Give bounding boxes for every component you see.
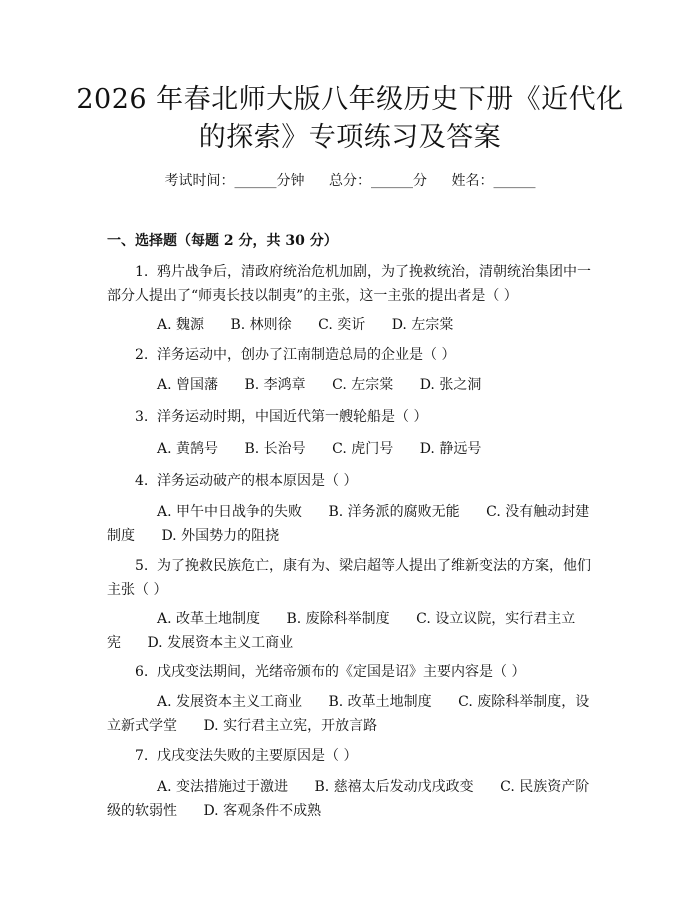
option: B. 改革土地制度: [328, 694, 432, 710]
question-text: 鸦片战争后，清政府统治危机加剧，为了挽救统治，清朝统治集团中一部分人提出了“师夷长技以制夷”的主张，这一主张的提出者是（ ）: [107, 264, 591, 304]
option: A. 曾国藩: [157, 377, 219, 393]
exam-time: 考试时间：______分钟: [164, 173, 305, 189]
question-5-options: [107, 607, 602, 655]
option: C. 没有触动封建制度: [107, 504, 590, 544]
question-1: [107, 260, 602, 308]
option: A. 魏源: [157, 317, 205, 333]
question-text: 为了挽救民族危亡，康有为、梁启超等人提出了维新变法的方案，他们主张（ ）: [107, 558, 591, 598]
option: C. 废除科举制度，设立新式学堂: [107, 694, 590, 734]
question-text: 戊戌变法期间，光绪帝颁布的《定国是诏》主要内容是（ ）: [157, 664, 526, 680]
option: B. 长治号: [244, 441, 306, 457]
question-number: 7.: [135, 748, 149, 764]
document-title-line-1: 2026 年春北师大版八年级历史下册《近代化: [76, 84, 624, 115]
option: B. 废除科举制度: [286, 611, 390, 627]
option: A. 黄鹄号: [157, 441, 219, 457]
question-6: [107, 660, 602, 684]
option: D. 客观条件不成熟: [203, 803, 322, 819]
question-text: 洋务运动中，创办了江南制造总局的企业是（ ）: [157, 347, 456, 363]
option: B. 林则徐: [230, 317, 292, 333]
option: D. 张之洞: [419, 377, 482, 393]
question-3: [107, 405, 602, 429]
exam-meta: [0, 170, 700, 190]
section-heading: 一、选择题（每题 2 分，共 30 分）: [107, 233, 338, 249]
option: C. 奕䜣: [318, 317, 366, 333]
option: C. 左宗棠: [332, 377, 394, 393]
option: D. 实行君主立宪，开放言路: [203, 718, 378, 734]
option: D. 外国势力的阻挠: [161, 528, 280, 544]
question-number: 1.: [135, 264, 149, 280]
option: C. 民族资产阶级的软弱性: [107, 779, 590, 819]
question-7-options: [107, 775, 602, 823]
option: B. 慈禧太后发动戊戌政变: [314, 779, 474, 795]
document-title-line-2: 的探索》专项练习及答案: [198, 122, 502, 153]
option: C. 虎门号: [332, 441, 394, 457]
question-2: [107, 343, 602, 367]
option: D. 静远号: [419, 441, 482, 457]
question-4: [107, 469, 602, 493]
option: A. 变法措施过于激进: [157, 779, 289, 795]
question-7: [107, 744, 602, 768]
option: A. 改革土地制度: [157, 611, 261, 627]
question-1-options: [107, 313, 602, 337]
student-name: 姓名：______: [451, 173, 536, 189]
option: A. 甲午中日战争的失败: [157, 504, 303, 520]
question-3-options: [107, 437, 602, 461]
question-number: 6.: [135, 664, 149, 680]
exam-score: 总分：______分: [329, 173, 427, 189]
question-5: [107, 554, 602, 602]
question-text: 洋务运动时期，中国近代第一艘轮船是（ ）: [157, 409, 428, 425]
option: D. 发展资本主义工商业: [147, 635, 294, 651]
option: B. 洋务派的腐败无能: [328, 504, 460, 520]
question-number: 2.: [135, 347, 149, 363]
question-text: 戊戌变法失败的主要原因是（ ）: [157, 748, 358, 764]
question-number: 5.: [135, 558, 149, 574]
question-number: 4.: [135, 473, 149, 489]
option: C. 设立议院，实行君主立宪: [107, 611, 576, 651]
question-6-options: [107, 690, 602, 738]
question-4-options: [107, 500, 602, 548]
option: A. 发展资本主义工商业: [157, 694, 303, 710]
question-2-options: [107, 373, 602, 397]
question-text: 洋务运动破产的根本原因是（ ）: [157, 473, 358, 489]
question-number: 3.: [135, 409, 149, 425]
option: B. 李鸿章: [244, 377, 306, 393]
option: D. 左宗棠: [391, 317, 454, 333]
